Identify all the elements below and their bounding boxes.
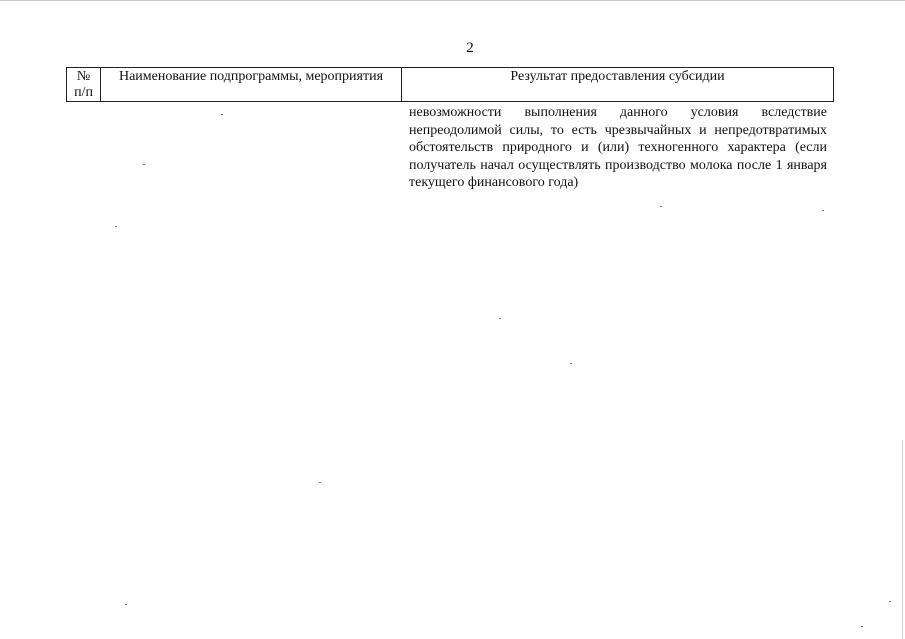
scan-speck — [221, 114, 223, 115]
page-top-border — [0, 0, 905, 1]
header-cell-name: Наименование подпрограммы, мероприятия — [101, 68, 402, 102]
scan-edge-shadow — [902, 440, 903, 639]
scan-speck — [319, 482, 321, 483]
scan-speck — [125, 604, 127, 605]
scan-speck — [889, 601, 891, 602]
scan-speck — [822, 210, 824, 211]
result-paragraph: невозможности выполнения данного условия вследствие непреодолимой силы, то есть чрезвычайных и непредотвратимых обстоятельств природного и (или) техногенного характера (если получатель начал осуществлять производство молока после 1 января текущего финансового года) — [409, 105, 827, 191]
scan-speck — [660, 206, 662, 207]
scan-speck — [570, 363, 572, 364]
scan-speck — [143, 164, 145, 165]
header-table — [66, 67, 834, 102]
header-cell-result: Результат предоставления субсидии — [402, 68, 834, 102]
scan-speck — [861, 626, 863, 627]
scan-speck — [115, 226, 117, 227]
header-cell-number: № п/п — [67, 68, 101, 102]
header-row — [67, 68, 834, 102]
scan-speck — [499, 318, 501, 319]
page-number: 2 — [466, 40, 474, 56]
